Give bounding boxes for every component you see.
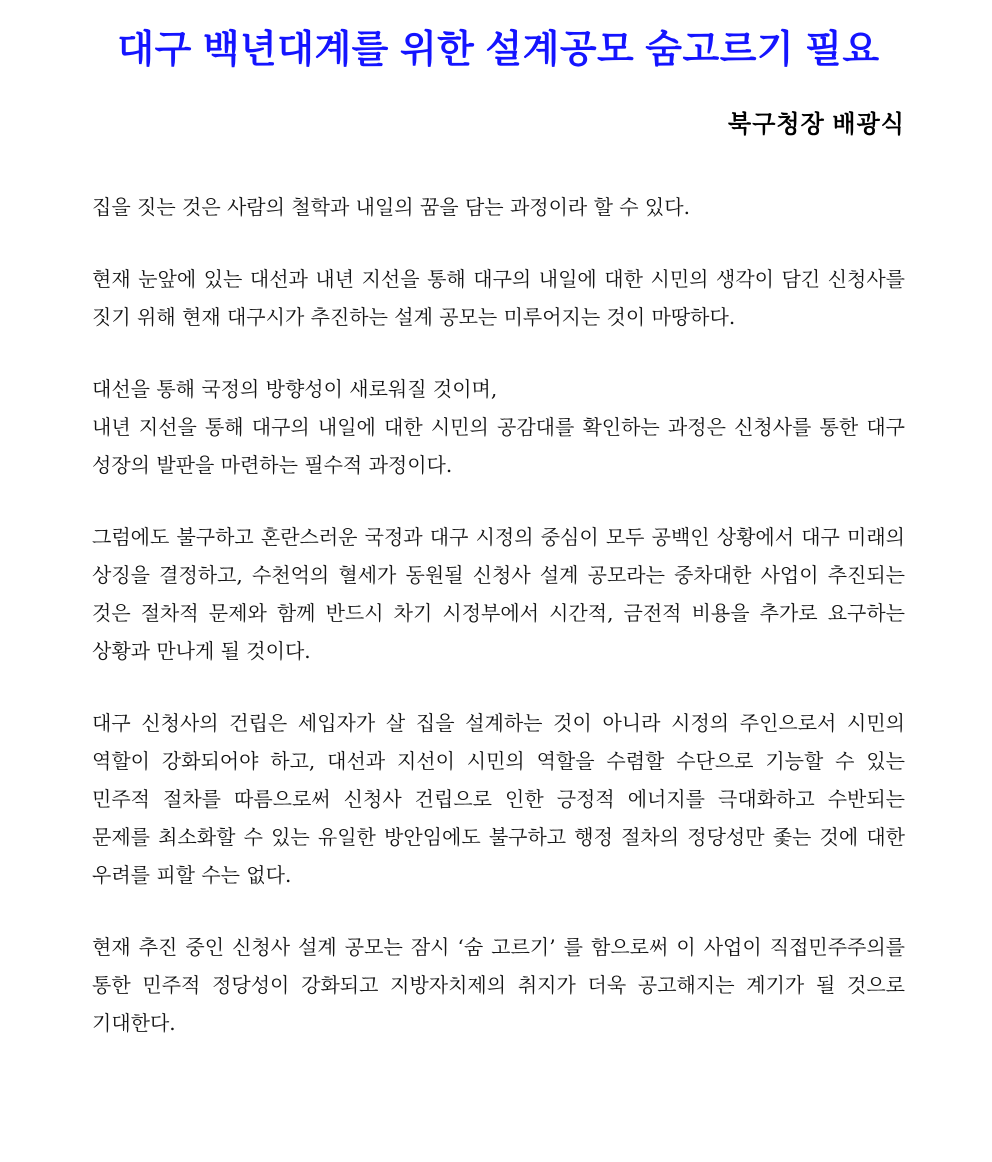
paragraph-3-line-1: 대선을 통해 국정의 방향성이 새로워질 것이며, — [92, 377, 498, 401]
paragraph-4 — [92, 518, 905, 670]
document-title: 대구 백년대계를 위한 설계공모 숨고르기 필요 — [117, 29, 880, 71]
paragraph-6-text: 현재 추진 중인 신청사 설계 공모는 잠시 ‘숨 고르기’ 를 함으로써 이 사업이 직접민주주의를 통한 민주적 정당성이 강화되고 지방자치제의 취지가 더욱 공고해지는 계기가 될 것으로 기대한다. — [92, 935, 905, 1035]
paragraph-5 — [92, 704, 905, 894]
paragraph-1 — [92, 188, 905, 226]
paragraph-5-text: 대구 신청사의 건립은 세입자가 살 집을 설계하는 것이 아니라 시정의 주인으로서 시민의 역할이 강화되어야 하고, 대선과 지선이 시민의 역할을 수렴할 수단으로 기능할 수 있는 민주적 절차를 따름으로써 신청사 건립으로 인한 긍정적 에너지를 극대화하고 수반되는 문제를 최소화할 수 있는 유일한 방안임에도 불구하고 행정 절차의 정당성만 좇는 것에 대한 우려를 피할 수는 없다. — [92, 711, 905, 887]
paragraph-1-text: 집을 짓는 것은 사람의 철학과 내일의 꿈을 담는 과정이라 할 수 있다. — [92, 195, 690, 219]
paragraph-2 — [92, 260, 905, 336]
paragraph-4-text: 그럼에도 불구하고 혼란스러운 국정과 대구 시정의 중심이 모두 공백인 상황에서 대구 미래의 상징을 결정하고, 수천억의 혈세가 동원될 신청사 설계 공모라는 중차대한 사업이 추진되는 것은 절차적 문제와 함께 반드시 차기 시정부에서 시간적, 금전적 비용을 추가로 요구하는 상황과 만나게 될 것이다. — [92, 525, 905, 663]
byline-author: 북구청장 배광식 — [728, 111, 905, 138]
paragraph-3 — [92, 370, 905, 484]
paragraph-6 — [92, 928, 905, 1042]
document-body — [92, 188, 905, 1042]
paragraph-3-line-2: 내년 지선을 통해 대구의 내일에 대한 시민의 공감대를 확인하는 과정은 신청사를 통한 대구 성장의 발판을 마련하는 필수적 과정이다. — [92, 415, 905, 477]
paragraph-2-text: 현재 눈앞에 있는 대선과 내년 지선을 통해 대구의 내일에 대한 시민의 생각이 담긴 신청사를 짓기 위해 현재 대구시가 추진하는 설계 공모는 미루어지는 것이 마땅하다. — [92, 267, 905, 329]
